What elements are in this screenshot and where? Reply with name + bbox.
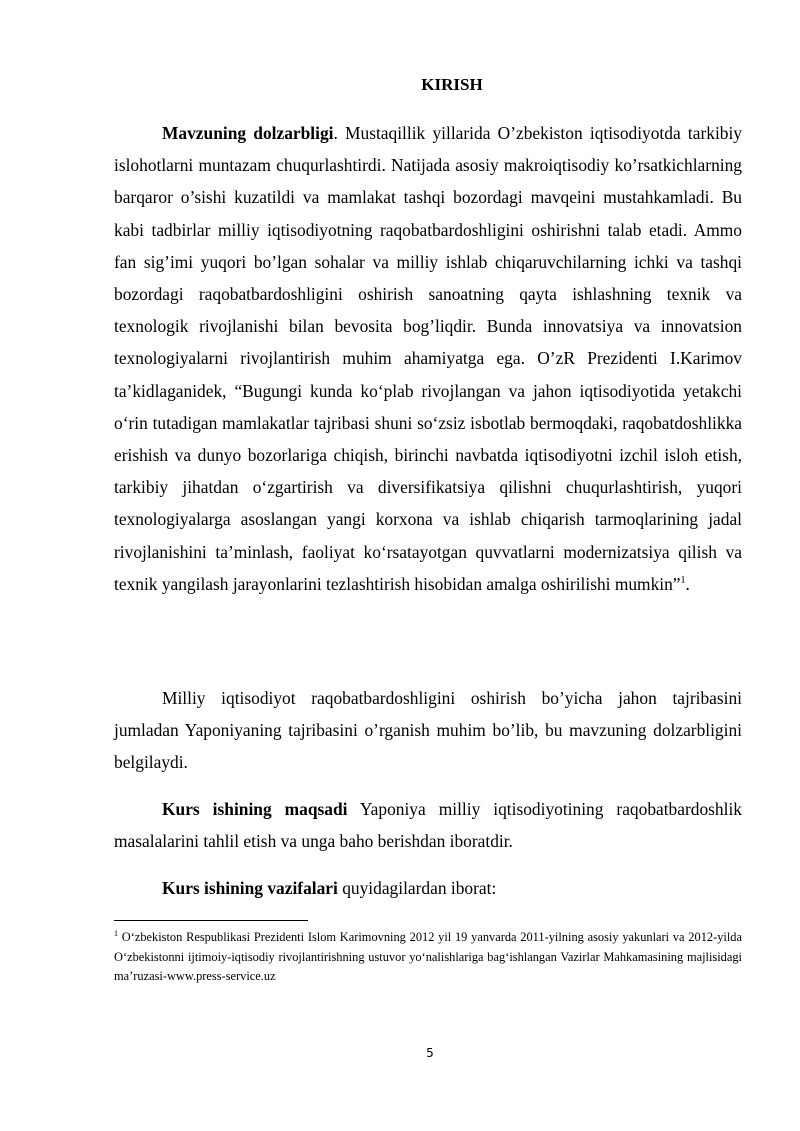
page-title: KIRISH [421, 75, 483, 94]
relevance-end: . [685, 573, 690, 594]
paragraph-japan-experience [114, 682, 742, 779]
footnote-number: 1 [114, 928, 118, 938]
footnote [114, 928, 742, 987]
paragraph-relevance [114, 117, 742, 600]
footnote-reference: 1 [680, 575, 686, 587]
japan-experience-text: Milliy iqtisodiyot raqobatbardoshligini oshirish bo’yicha jahon tajribasini jumladan Yaponiyaning tajribasini o’rganish muhim bo’lib, bu mavzuning dolzarbligini belgilaydi. [114, 688, 742, 773]
paragraph-goal [114, 793, 742, 857]
goal-text: Yaponiya milliy iqtisodiyotining raqobatbardoshlik masalalarini tahlil etish va unga baho berishdan iboratdir. [114, 799, 742, 852]
page-number: 5 [426, 1046, 434, 1060]
paragraph-tasks-content [114, 872, 742, 904]
goal-heading: Kurs ishining maqsadi [162, 799, 348, 819]
relevance-text: . Mustaqillik yillarida O’zbekiston iqtisodiyotda tarkibiy islohotlarni muntazam chuqurlashtirdi. Natijada asosiy makroiqtisodiy ko’rsatkichlarning barqaror o’sishi kuzatildi va mamlakat tashqi bozordagi mavqeini mustahkamladi. Bu kabi tadbirlar milliy iqtisodiyotning raqobatbardoshligini oshirishni talab etadi. Ammo fan sig’imi yuqori bo’lgan sohalar va milliy ishlab chiqaruvchilarning ichki va tashqi bozordagi raqobatbardoshligini oshirish sanoatning qayta ishlashning texnik va texnologik rivojlanishi bilan bevosita bog’liqdir. Bunda innovatsiya va innovatsion texnologiyalarni rivojlantirish muhim ahamiyatga ega. O’zR Prezidenti I.Karimov ta’kidlaganidek, “Bugungi kunda ko‘plab rivojlangan va jahon iqtisodiyotida yetakchi o‘rin tutadigan mamlakatlar tajribasi shuni so‘zsiz isbotlab bermoqdaki, raqobatdoshlikka erishish va dunyo bozorlariga chiqish, birinchi navbatda iqtisodiyotni izchil isloh etish, tarkibiy jihatdan o‘zgartirish va diversifikatsiya qilishni chuqurlashtirish, yuqori texnologiyalarga asoslangan yangi korxona va ishlab chiqarish tarmoqlarining jadal rivojlanishini ta’minlash, faoliyat ko‘rsatayotgan quvvatlarni modernizatsiya qilish va texnik yangilash jarayonlarini tezlashtirish hisobidan amalga oshirilishi mumkin” [114, 123, 742, 594]
tasks-text: quyidagilardan iborat: [337, 878, 497, 898]
footnote-text: O‘zbekiston Respublikasi Prezidenti Islom Karimovning 2012 yil 19 yanvarda 2011-yilning asosiy yakunlari va 2012-yilda O‘zbekistonni ijtimoiy-iqtisodiy rivojlantirishning ustuvor yo‘nalishlariga bag‘ishlangan Vazirlar Mahkamasining majlisidagi ma’ruzasi-www.press-service.uz [114, 930, 742, 984]
relevance-heading: Mavzuning dolzarbligi [162, 123, 334, 143]
paragraph-goal-content [114, 793, 742, 857]
paragraph-relevance-content [114, 117, 742, 600]
tasks-heading: Kurs ishining vazifalari [162, 878, 338, 898]
paragraph-tasks [114, 872, 742, 904]
footnote-separator [114, 920, 308, 921]
